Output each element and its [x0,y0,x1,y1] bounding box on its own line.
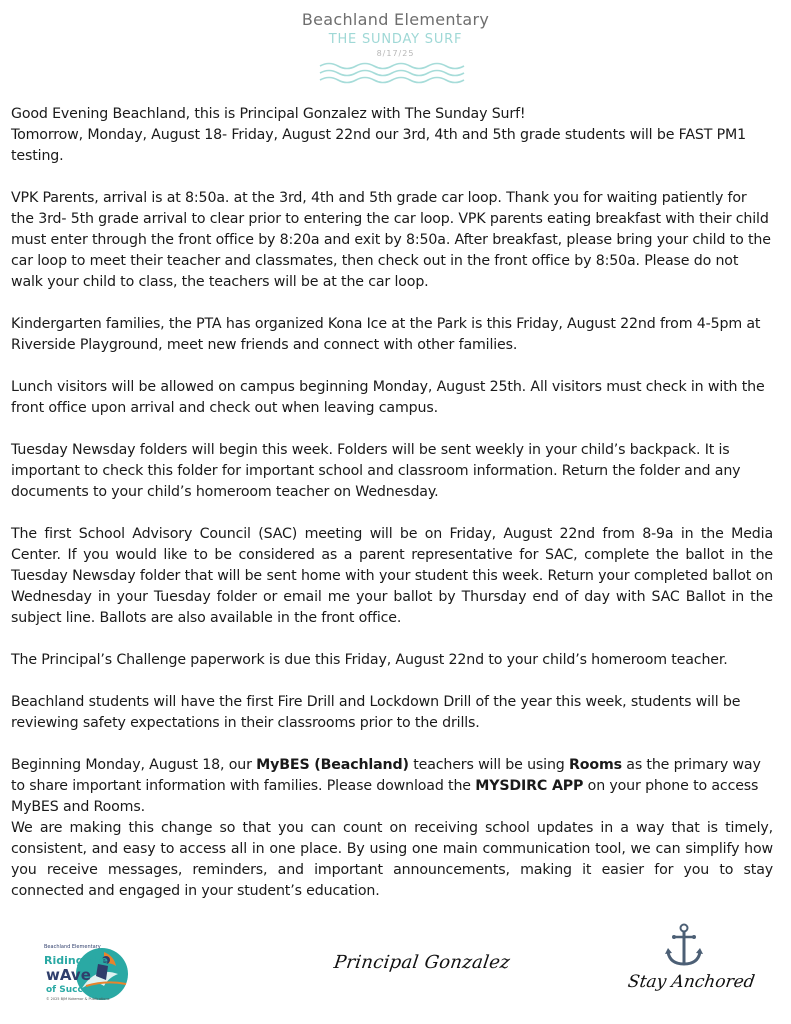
rooms-text-1: Beginning Monday, August 18, our [11,757,257,773]
logo-copyright: © 2025 BJM Kokemor & Publications [46,997,110,1001]
rooms-text-2: teachers will be using [408,757,570,773]
newsletter-body [11,104,773,923]
school-name: Beachland Elementary [301,10,490,29]
rooms-text-4: on your phone to access MyBES and Rooms. [11,778,759,815]
logo-line-1: Riding the [44,954,108,967]
rooms-text-3: as the primary way to share important information with families. Please download the [11,757,761,794]
surfer-logo-icon [42,938,134,1014]
kindergarten-announcement: Kindergarten families, the PTA has organized Kona Ice at the Park is this Friday, August 22nd from 4-5pm at Riverside Playground, meet new friends and connect with other families. [11,316,761,353]
newsletter-title: THE SUNDAY SURF [328,32,463,47]
footer [0,920,791,1020]
mybes-label: MyBES (Beachland) [256,757,409,773]
vpk-announcement: VPK Parents, arrival is at 8:50a. at the 3rd, 4th and 5th grade car loop. Thank you for waiting patiently for the 3rd- 5th grade arrival to clear prior to entering the car loop. VPK parents eating breakfast with their child must enter through the front office by 8:20a and exit by 8:50a. After breakfast, please bring your child to the car loop to meet their teacher and classmates, then check out in the front office by 8:50a. Please do not walk your child to class, the teachers will be at the car loop. [11,190,771,290]
sac-announcement: The first School Advisory Council (SAC) meeting will be on Friday, August 22nd from 8-9a in the Media Center. If you would like to be considered as a parent representative for SAC, complete the ballot in the Tuesday Newsday folder that will be sent home with your student this week. Return your completed ballot on Wednesday in your Tuesday folder or email me your ballot by Thursday end of day with SAC Ballot in the subject line. Ballots are also available in the front office. [11,526,773,626]
anchor-icon [664,922,704,970]
principal-signature: Principal Gonzalez [332,952,512,973]
masthead [0,10,791,84]
stay-anchored-motto: Stay Anchored [626,972,757,992]
testing-announcement: Tomorrow, Monday, August 18- Friday, August 22nd our 3rd, 4th and 5th grade students will be FAST PM1 testing. [11,127,746,164]
issue-date: 8/17/25 [376,49,415,58]
app-label: MYSDIRC APP [475,778,584,794]
logo-line-3: of Success [46,985,100,995]
lunch-visitors-announcement: Lunch visitors will be allowed on campus beginning Monday, August 25th. All visitors must check in with the front office upon arrival and check out when leaving campus. [11,379,765,416]
logo-top-text: Beachland Elementary [44,944,101,950]
newsday-folders-announcement: Tuesday Newsday folders will begin this week. Folders will be sent weekly in your child’s backpack. It is important to check this folder for important school and classroom information. Return the folder and any documents to your child’s homeroom teacher on Wednesday. [11,442,741,500]
closing-paragraph: We are making this change so that you can count on receiving school updates in a way that is timely, consistent, and easy to access all in one place. By using one main communication tool, we can simplify how you receive messages, reminders, and important announcements, making it easier for you to stay connected and engaged in your student’s education. [11,820,773,899]
logo-line-2: wAve [46,966,91,984]
rooms-announcement [11,755,773,818]
greeting: Good Evening Beachland, this is Principal Gonzalez with The Sunday Surf! [11,106,526,122]
rooms-label: Rooms [569,757,622,773]
principals-challenge-announcement: The Principal’s Challenge paperwork is due this Friday, August 22nd to your child’s homeroom teacher. [11,652,728,668]
waves-icon [318,60,474,84]
drills-announcement: Beachland students will have the first Fire Drill and Lockdown Drill of the year this week, students will be reviewing safety expectations in their classrooms prior to the drills. [11,694,741,731]
